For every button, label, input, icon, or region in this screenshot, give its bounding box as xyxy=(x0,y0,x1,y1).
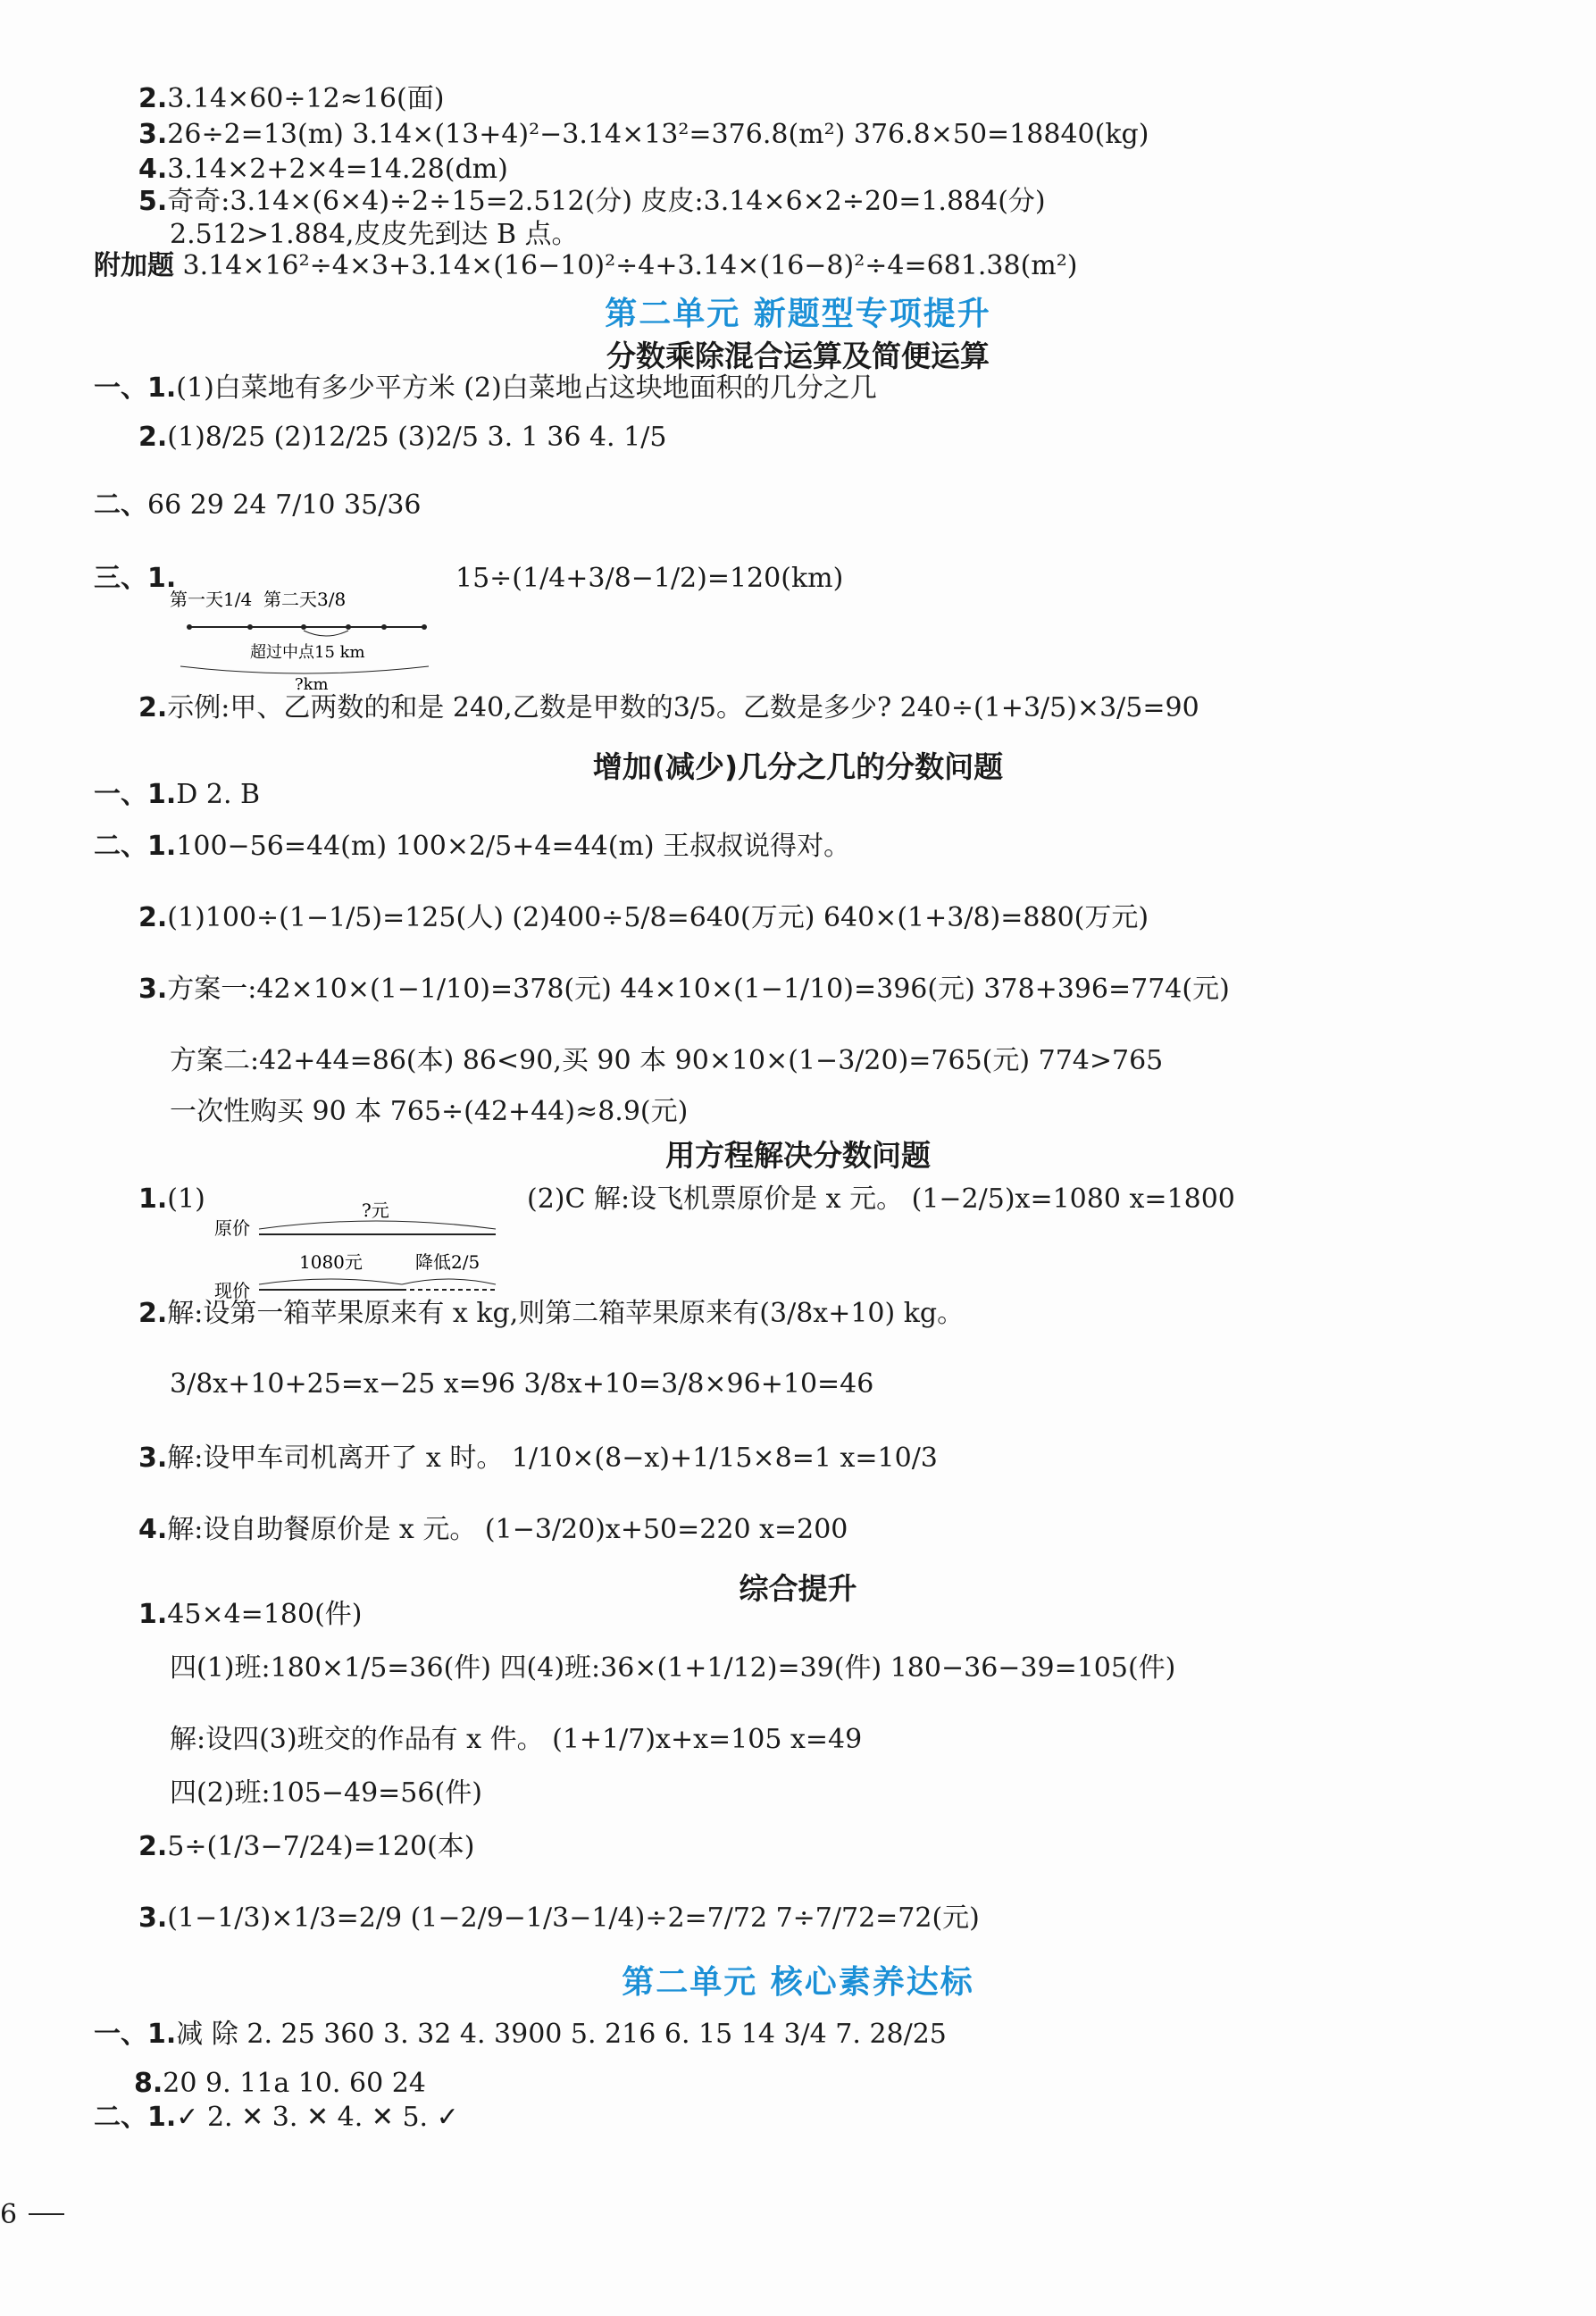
item-content: 解:设第一箱苹果原来有 x kg,则第二箱苹果原来有(3/8x+10) kg。 xyxy=(167,1298,965,1329)
diagram2-down: 降低2/5 xyxy=(415,1251,480,1273)
answer-line xyxy=(94,833,850,860)
item-content: (1)100÷(1−1/5)=125(人) (2)400÷5/8=640(万元) 640×(1+3/8)=880(万元) xyxy=(167,902,1149,933)
answer-line xyxy=(170,1045,1164,1076)
item-number: 三、1. xyxy=(94,563,177,594)
item-content: 100−56=44(m) 100×2/5+4=44(m) 王叔叔说得对。 xyxy=(176,831,851,862)
item-content: (1) xyxy=(167,1183,205,1215)
answer-line xyxy=(94,489,422,521)
item-content: (1−1/3)×1/3=2/9 (1−2/9−1/3−1/4)÷2=7/72 7÷7/72=72(元) xyxy=(167,1902,980,1934)
item-content: 减 除 2. 25 360 3. 32 4. 3900 5. 216 6. 15 14 3/4 7. 28/25 xyxy=(176,2019,947,2050)
item-number: 5. xyxy=(138,186,168,217)
item-content: 解:设四(3)班交的作品有 x 件。 (1+1/7)x+x=105 x=49 xyxy=(170,1724,863,1755)
item-number: 2. xyxy=(138,902,168,933)
section-heading: 用方程解决分数问题 xyxy=(665,1138,931,1173)
item-content: (2)C 解:设飞机票原价是 x 元。 (1−2/5)x=1080 x=1800 xyxy=(527,1183,1235,1215)
item-content: 解:设自助餐原价是 x 元。 (1−3/20)x+50=220 x=200 xyxy=(167,1514,848,1545)
item-number: 二、1. xyxy=(94,2102,177,2133)
answer-line xyxy=(94,2104,459,2131)
item-number: 3. xyxy=(138,974,168,1005)
item-content: 解:设甲车司机离开了 x 时。 1/10×(8−x)+1/15×8=1 x=10/3 xyxy=(167,1442,938,1474)
item-content: 3.14×16²÷4×3+3.14×(16−10)²÷4+3.14×(16−8)²÷4=681.38(m²) xyxy=(174,250,1078,281)
diagram2-now: 现价 xyxy=(214,1280,250,1301)
section-heading: 分数乘除混合运算及简便运算 xyxy=(606,339,990,373)
answer-line xyxy=(138,902,1149,933)
line-segment-diagram-2 xyxy=(205,1197,509,1304)
diagram1-total: ?km xyxy=(295,675,329,694)
item-content: D 2. B xyxy=(176,779,261,810)
answer-line xyxy=(94,565,176,592)
line-segment-diagram-1 xyxy=(170,581,438,697)
answer-line xyxy=(170,1652,1176,1684)
diagram2-q: ?元 xyxy=(362,1200,389,1221)
section-heading: 综合提升 xyxy=(739,1571,857,1606)
item-number: 一、1. xyxy=(94,2019,177,2050)
item-content: 5÷(1/3−7/24)=120(本) xyxy=(167,1831,475,1862)
answer-line xyxy=(527,1183,1235,1215)
item-number: 1. xyxy=(138,1183,168,1215)
answer-line xyxy=(170,219,579,250)
page-rule xyxy=(29,2213,64,2215)
item-number: 附加题 xyxy=(94,250,174,281)
answer-line xyxy=(138,1300,964,1327)
answer-line xyxy=(138,692,1199,723)
answer-line xyxy=(94,2021,947,2048)
page-number: 6 xyxy=(0,2199,18,2230)
answer-line xyxy=(138,1442,938,1474)
diagram2-orig: 原价 xyxy=(214,1217,250,1239)
answer-line xyxy=(138,976,1230,1003)
item-content: 四(1)班:180×1/5=36(件) 四(4)班:36×(1+1/12)=39(件) 180−36−39=105(件) xyxy=(170,1652,1176,1684)
answer-line xyxy=(170,1368,874,1400)
answer-line xyxy=(170,1724,863,1755)
item-content: ✓ 2. ✕ 3. ✕ 4. ✕ 5. ✓ xyxy=(176,2102,459,2133)
answer-line xyxy=(170,1777,482,1809)
answer-line xyxy=(138,83,445,114)
diagram1-over: 超过中点15 km xyxy=(250,643,365,662)
section-heading: 第二单元 新题型专项提升 xyxy=(605,296,991,332)
answer-line xyxy=(138,1514,848,1545)
item-content: 66 29 24 7/10 35/36 xyxy=(147,489,422,521)
item-number: 4. xyxy=(138,1514,168,1545)
item-content: 2.512>1.884,皮皮先到达 B 点。 xyxy=(170,219,579,250)
diagram2-val: 1080元 xyxy=(299,1251,363,1273)
answer-line xyxy=(138,1183,205,1215)
item-content: 3/8x+10+25=x−25 x=96 3/8x+10=3/8×96+10=46 xyxy=(170,1368,874,1400)
answer-line xyxy=(138,1902,980,1934)
answer-line xyxy=(170,1096,689,1127)
answer-line xyxy=(138,121,1149,148)
item-content: 15÷(1/4+3/8−1/2)=120(km) xyxy=(455,563,844,594)
item-content: 方案二:42+44=86(本) 86<90,买 90 本 90×10×(1−3/20)=765(元) 774>765 xyxy=(170,1045,1164,1076)
diagram1-day2: 第二天3/8 xyxy=(263,589,347,610)
item-number: 2. xyxy=(138,83,168,114)
item-number: 4. xyxy=(138,154,168,185)
item-content: 20 9. 11a 10. 60 24 xyxy=(163,2068,426,2099)
item-number: 二、 xyxy=(94,489,147,521)
item-number: 3. xyxy=(138,119,168,150)
section-heading: 第二单元 核心素养达标 xyxy=(622,1964,974,2001)
item-content: 26÷2=13(m) 3.14×(13+4)²−3.14×13²=376.8(m²) 376.8×50=18840(kg) xyxy=(167,119,1149,150)
item-number: 1. xyxy=(138,1599,168,1630)
item-number: 2. xyxy=(138,422,168,453)
item-content: 奇奇:3.14×(6×4)÷2÷15=2.512(分) 皮皮:3.14×6×2÷20=1.884(分) xyxy=(167,186,1046,217)
section-heading: 增加(减少)几分之几的分数问题 xyxy=(592,749,1004,784)
item-number: 2. xyxy=(138,1831,168,1862)
answer-line xyxy=(138,188,1046,215)
answer-line xyxy=(94,250,1078,281)
item-number: 2. xyxy=(138,1298,168,1329)
item-number: 3. xyxy=(138,1902,168,1934)
item-number: 一、1. xyxy=(94,372,177,404)
answer-line xyxy=(138,424,666,451)
diagram1-day1: 第一天1/4 xyxy=(170,589,253,610)
answer-line xyxy=(94,372,877,404)
item-content: (1)8/25 (2)12/25 (3)2/5 3. 1 36 4. 1/5 xyxy=(167,422,667,453)
item-content: 方案一:42×10×(1−1/10)=378(元) 44×10×(1−1/10)=396(元) 378+396=774(元) xyxy=(167,974,1230,1005)
item-number: 3. xyxy=(138,1442,168,1474)
item-content: (1)白菜地有多少平方米 (2)白菜地占这块地面积的几分之几 xyxy=(176,372,877,404)
item-content: 四(2)班:105−49=56(件) xyxy=(170,1777,482,1809)
item-number: 二、1. xyxy=(94,831,177,862)
item-content: 一次性购买 90 本 765÷(42+44)≈8.9(元) xyxy=(170,1096,689,1127)
item-number: 一、1. xyxy=(94,779,177,810)
item-content: 示例:甲、乙两数的和是 240,乙数是甲数的3/5。乙数是多少? 240÷(1+3/5)×3/5=90 xyxy=(167,692,1199,723)
item-content: 45×4=180(件) xyxy=(167,1599,363,1630)
answer-line xyxy=(134,2070,426,2097)
item-number: 8. xyxy=(134,2068,163,2099)
answer-line xyxy=(455,565,843,592)
answer-line xyxy=(138,156,508,183)
answer-line xyxy=(138,1831,475,1862)
item-number: 2. xyxy=(138,692,168,723)
item-content: 3.14×60÷12≈16(面) xyxy=(167,83,445,114)
item-content: 3.14×2+2×4=14.28(dm) xyxy=(167,154,508,185)
